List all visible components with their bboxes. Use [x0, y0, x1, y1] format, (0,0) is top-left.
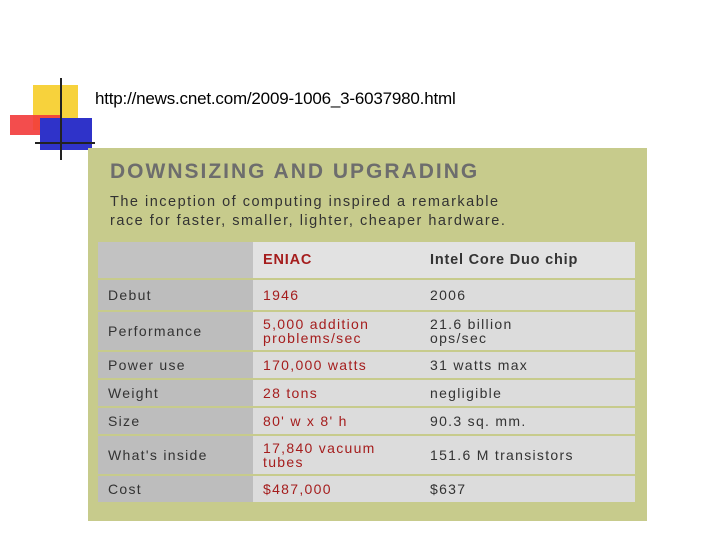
infographic-subtitle	[110, 193, 506, 231]
row-label: Size	[98, 408, 253, 434]
intel-value	[420, 312, 635, 350]
intel-value: 151.6 M transistors	[420, 436, 635, 474]
table-header-row	[98, 242, 635, 278]
intel-value: negligible	[420, 380, 635, 406]
table-row	[98, 312, 635, 350]
intel-value-line-2: ops/sec	[430, 330, 488, 346]
subtitle-line-1: The inception of computing inspired a remarkable	[110, 194, 500, 210]
eniac-value: 28 tons	[253, 380, 420, 406]
table-row	[98, 280, 635, 310]
slide-decoration-vertical-line	[60, 78, 62, 160]
eniac-value: $487,000	[253, 476, 420, 502]
table-row	[98, 476, 635, 502]
eniac-value-line-2: problems/sec	[263, 330, 362, 346]
row-label: Performance	[98, 312, 253, 350]
eniac-value: 1946	[253, 280, 420, 310]
header-blank	[98, 242, 253, 278]
row-label: Power use	[98, 352, 253, 378]
eniac-value-line-1: 17,840 vacuum	[263, 440, 376, 456]
source-url[interactable]: http://news.cnet.com/2009-1006_3-6037980.html	[95, 89, 456, 108]
header-intel: Intel Core Duo chip	[420, 242, 635, 278]
eniac-value	[253, 436, 420, 474]
eniac-value-line-2: tubes	[263, 454, 304, 470]
table-row	[98, 352, 635, 378]
table-row	[98, 408, 635, 434]
table-row	[98, 380, 635, 406]
row-label: Debut	[98, 280, 253, 310]
eniac-value	[253, 312, 420, 350]
table-row	[98, 436, 635, 474]
infographic-title: DOWNSIZING AND UPGRADING	[110, 160, 480, 183]
comparison-table	[98, 240, 635, 504]
eniac-value: 80' w x 8' h	[253, 408, 420, 434]
intel-value: 2006	[420, 280, 635, 310]
row-label: Cost	[98, 476, 253, 502]
slide-decoration-blue	[40, 118, 92, 150]
subtitle-line-2: race for faster, smaller, lighter, cheaper hardware.	[110, 213, 507, 229]
row-label: Weight	[98, 380, 253, 406]
infographic-panel	[88, 148, 647, 521]
row-label: What's inside	[98, 436, 253, 474]
eniac-value: 170,000 watts	[253, 352, 420, 378]
eniac-value-line-1: 5,000 addition	[263, 316, 370, 332]
intel-value: $637	[420, 476, 635, 502]
header-eniac: ENIAC	[253, 242, 420, 278]
intel-value: 90.3 sq. mm.	[420, 408, 635, 434]
intel-value: 31 watts max	[420, 352, 635, 378]
slide-decoration-horizontal-line	[35, 142, 95, 144]
intel-value-line-1: 21.6 billion	[430, 316, 513, 332]
